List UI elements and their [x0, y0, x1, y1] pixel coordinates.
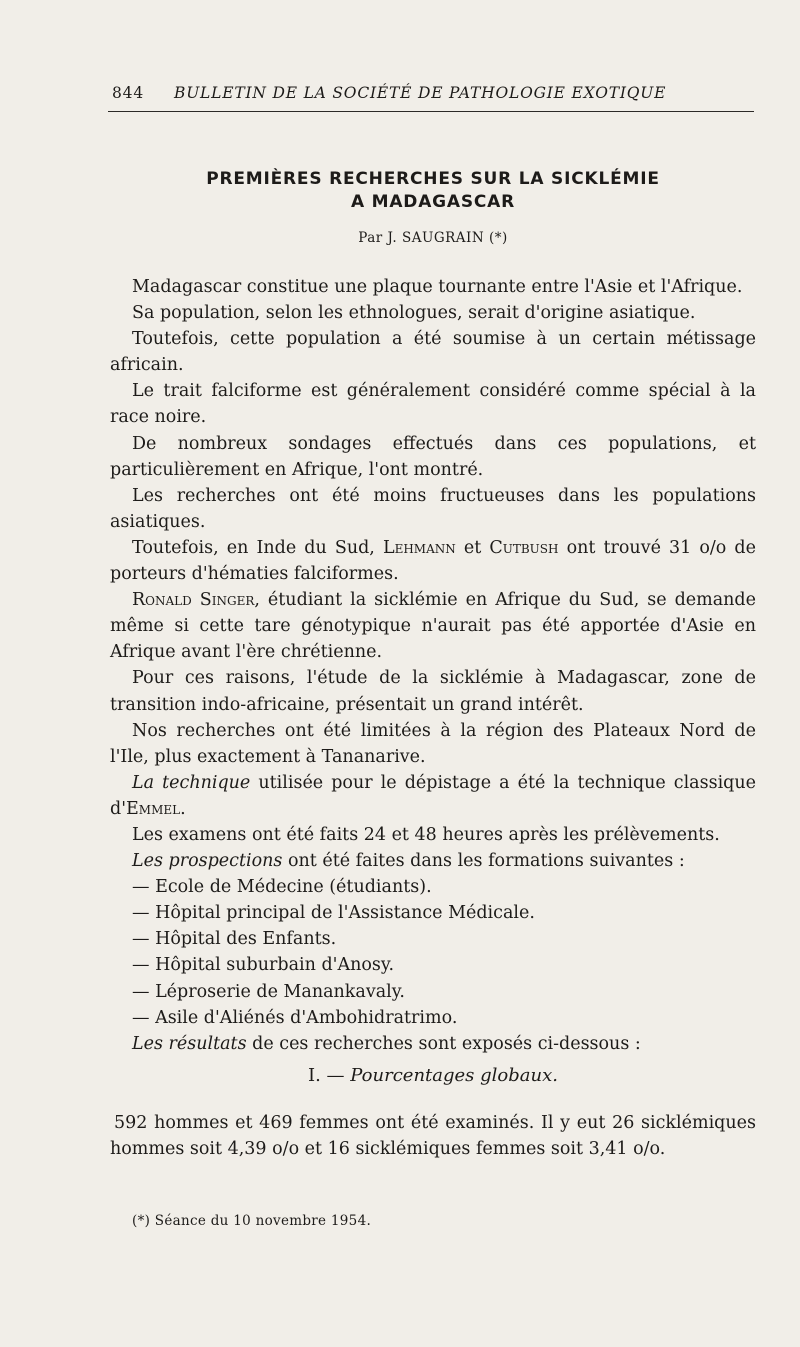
- p14-italic: Les résultats: [132, 1033, 247, 1054]
- section-heading: [110, 1065, 756, 1086]
- paragraph-10: Nos recherches ont été limitées à la région des Plateaux Nord de l'Ile, plus exactement à Tananarive.: [110, 720, 756, 767]
- paragraph-6: Les recherches ont été moins fructueuses dans les populations asiatiques.: [110, 485, 756, 532]
- paragraph-12: Les examens ont été faits 24 et 48 heures après les prélèvements.: [132, 824, 720, 845]
- running-head: [112, 82, 752, 108]
- paragraph-4: Le trait falciforme est généralement considéré comme spécial à la race noire.: [110, 381, 756, 428]
- paragraph-9: Pour ces raisons, l'étude de la sicklémie à Madagascar, zone de transition indo-africaine, présentait un grand intérêt.: [110, 668, 756, 715]
- list-item: — Ecole de Médecine (étudiants).: [132, 877, 432, 898]
- header-rule: [108, 111, 754, 112]
- page-number: 844: [112, 84, 144, 102]
- p8-text: , étudiant la sicklémie en Afrique du Sud, se demande même si cette tare génotypique n'aurait pas été apportée d'Asie en Afrique avant l'ère chrétienne.: [110, 590, 756, 663]
- p11-end: .: [180, 798, 186, 819]
- p7-text-b: et: [463, 537, 482, 558]
- author-cutbush: Cutbush: [489, 537, 559, 558]
- section-number: I. —: [308, 1065, 345, 1086]
- paragraph-11: [110, 770, 756, 822]
- p14-text: de ces recherches sont exposés ci-dessous :: [252, 1033, 641, 1054]
- paragraph-13: [110, 848, 756, 874]
- p11-text: utilisée pour le dépistage a été la technique classique d': [110, 772, 756, 819]
- paragraph-2: Sa population, selon les ethnologues, serait d'origine asiatique.: [132, 303, 696, 324]
- byline: Par J. SAUGRAIN (*): [358, 230, 508, 246]
- paragraph-3: Toutefois, cette population a été soumise à un certain métissage africain.: [110, 329, 756, 376]
- paragraph-8: [110, 587, 756, 665]
- article-title: [110, 168, 756, 214]
- author-lehmann: Lehmann: [382, 537, 456, 558]
- list-item: — Hôpital suburbain d'Anosy.: [132, 955, 395, 976]
- section-title: Pourcentages globaux.: [350, 1065, 558, 1086]
- p11-italic: La technique: [132, 772, 251, 793]
- article-body: [110, 274, 756, 1057]
- results-paragraph: 592 hommes et 469 femmes ont été examinés. Il y eut 26 sicklémiques hommes soit 4,39 o/o et 16 sicklémiques femmes soit 3,41 o/o.: [110, 1113, 756, 1159]
- footnote: (*) Séance du 10 novembre 1954.: [132, 1213, 372, 1229]
- author-emmel: Emmel: [126, 798, 181, 819]
- p7-text-c: ont trouvé 31 o/o de porteurs d'hématies falciformes.: [110, 537, 756, 585]
- journal-title: BULLETIN DE LA SOCIÉTÉ DE PATHOLOGIE EXOTIQUE: [174, 84, 667, 102]
- p7-text-a: Toutefois, en Inde du Sud,: [132, 537, 375, 558]
- list-item: — Léproserie de Manankavaly.: [132, 981, 405, 1002]
- title-line-2: A MADAGASCAR: [350, 192, 516, 212]
- p13-italic: Les prospections: [132, 851, 283, 872]
- p13-text: ont été faites dans les formations suivantes :: [287, 851, 685, 872]
- paragraph-14: [110, 1031, 756, 1057]
- paragraph-7: [110, 535, 756, 587]
- title-line-1: PREMIÈRES RECHERCHES SUR LA SICKLÉMIE: [206, 169, 660, 189]
- paragraph-5: De nombreux sondages effectués dans ces populations, et particulièrement en Afrique, l'ont montré.: [110, 433, 756, 480]
- list-item: — Asile d'Aliénés d'Ambohidratrimo.: [132, 1007, 458, 1028]
- list-item: — Hôpital principal de l'Assistance Médicale.: [132, 903, 535, 924]
- paragraph-1: Madagascar constitue une plaque tournante entre l'Asie et l'Afrique.: [132, 277, 743, 297]
- author-ronald-singer: Ronald Singer: [132, 590, 255, 611]
- list-item: — Hôpital des Enfants.: [132, 929, 337, 950]
